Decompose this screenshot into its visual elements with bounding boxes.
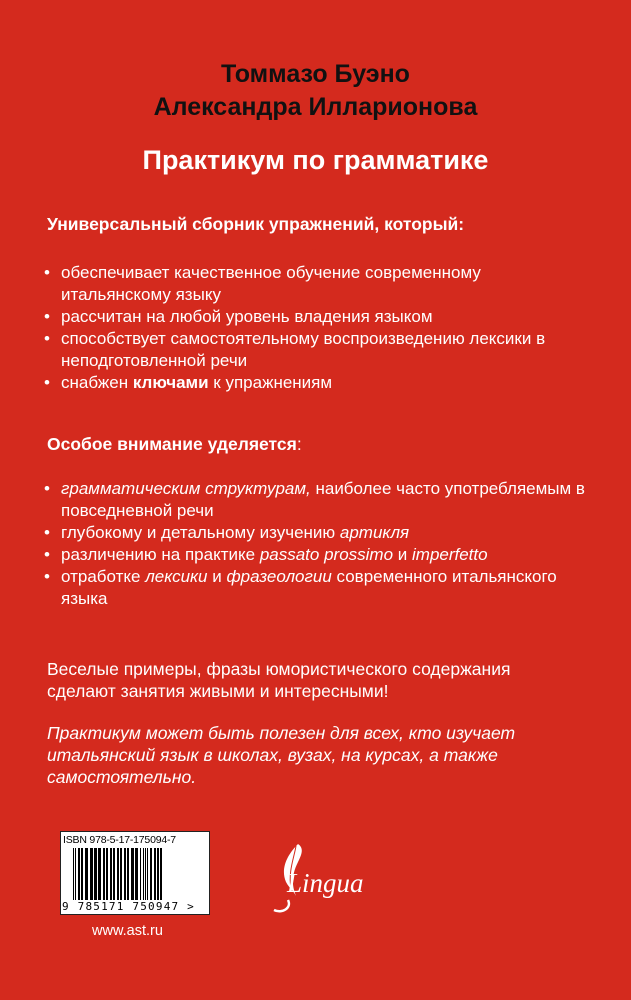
- barcode-bar: [81, 848, 83, 900]
- barcode-bar: [106, 848, 108, 900]
- barcode-bar: [94, 848, 97, 900]
- authors-block: [0, 58, 631, 124]
- list-item: • способствует самостоятельному воспроизведению лексики в неподготовленной речи: [43, 328, 588, 372]
- list-item: • грамматическим структурам, наиболее часто употребляемым в повседневной речи: [43, 478, 588, 522]
- barcode-bar: [131, 848, 134, 900]
- barcode-bar: [103, 848, 105, 900]
- list-item: • рассчитан на любой уровень владения языком: [43, 306, 588, 328]
- barcode-bar: [140, 848, 141, 900]
- author-name: Александра Илларионова: [153, 93, 478, 121]
- barcode-bar: [124, 848, 126, 900]
- list-item: • глубокому и детальному изучению артикля: [43, 522, 588, 544]
- barcode-bar: [75, 848, 76, 900]
- author-name: Томмазо Буэно: [221, 60, 410, 88]
- barcode-bar: [135, 848, 138, 900]
- barcode-bar: [90, 848, 93, 900]
- keys-emphasis: ключами: [132, 373, 209, 392]
- fun-examples-paragraph: Веселые примеры, фразы юмористического содержания сделают занятия живыми и интересными!: [47, 659, 511, 701]
- barcode: [60, 831, 210, 915]
- barcode-bar: [73, 848, 74, 900]
- list-item: • снабжен ключами к упражнениям: [43, 372, 588, 394]
- list-item: • различению на практике passato prossimo и imperfetto: [43, 544, 588, 566]
- section1-heading: Универсальный сборник упражнений, который:: [47, 214, 465, 234]
- barcode-bar: [160, 848, 162, 900]
- barcode-bar: [127, 848, 129, 900]
- lingua-logo-text: Lingua: [287, 868, 364, 898]
- barcode-bar: [154, 848, 156, 900]
- list-item: • отработке лексики и фразеологии современного итальянского языка: [43, 566, 588, 610]
- usefulness-paragraph: Практикум может быть полезен для всех, кто изучает итальянский язык в школах, вузах, на курсах, а также самостоятельно.: [47, 723, 516, 787]
- barcode-bar: [110, 848, 112, 900]
- barcode-bars: [73, 848, 201, 900]
- barcode-bar: [147, 848, 148, 900]
- website-link[interactable]: www.ast.ru: [92, 923, 163, 939]
- barcode-bar: [85, 848, 88, 900]
- isbn-label: ISBN 978-5-17-175094-7: [63, 834, 176, 846]
- section2-list: [43, 478, 588, 610]
- barcode-bar: [98, 848, 101, 900]
- barcode-bar: [143, 848, 144, 900]
- barcode-bar: [120, 848, 122, 900]
- barcode-bar: [113, 848, 115, 900]
- barcode-bar: [157, 848, 159, 900]
- barcode-bar: [145, 848, 146, 900]
- barcode-digits: 9 785171 750947 >: [62, 900, 195, 913]
- barcode-bar: [78, 848, 80, 900]
- section2-heading: Особое внимание уделяется:: [47, 434, 302, 454]
- book-title: Практикум по грамматике: [142, 145, 489, 175]
- section1-list: [43, 262, 588, 394]
- barcode-bar: [117, 848, 119, 900]
- list-item: • обеспечивает качественное обучение современному итальянскому языку: [43, 262, 588, 306]
- barcode-bar: [150, 848, 152, 900]
